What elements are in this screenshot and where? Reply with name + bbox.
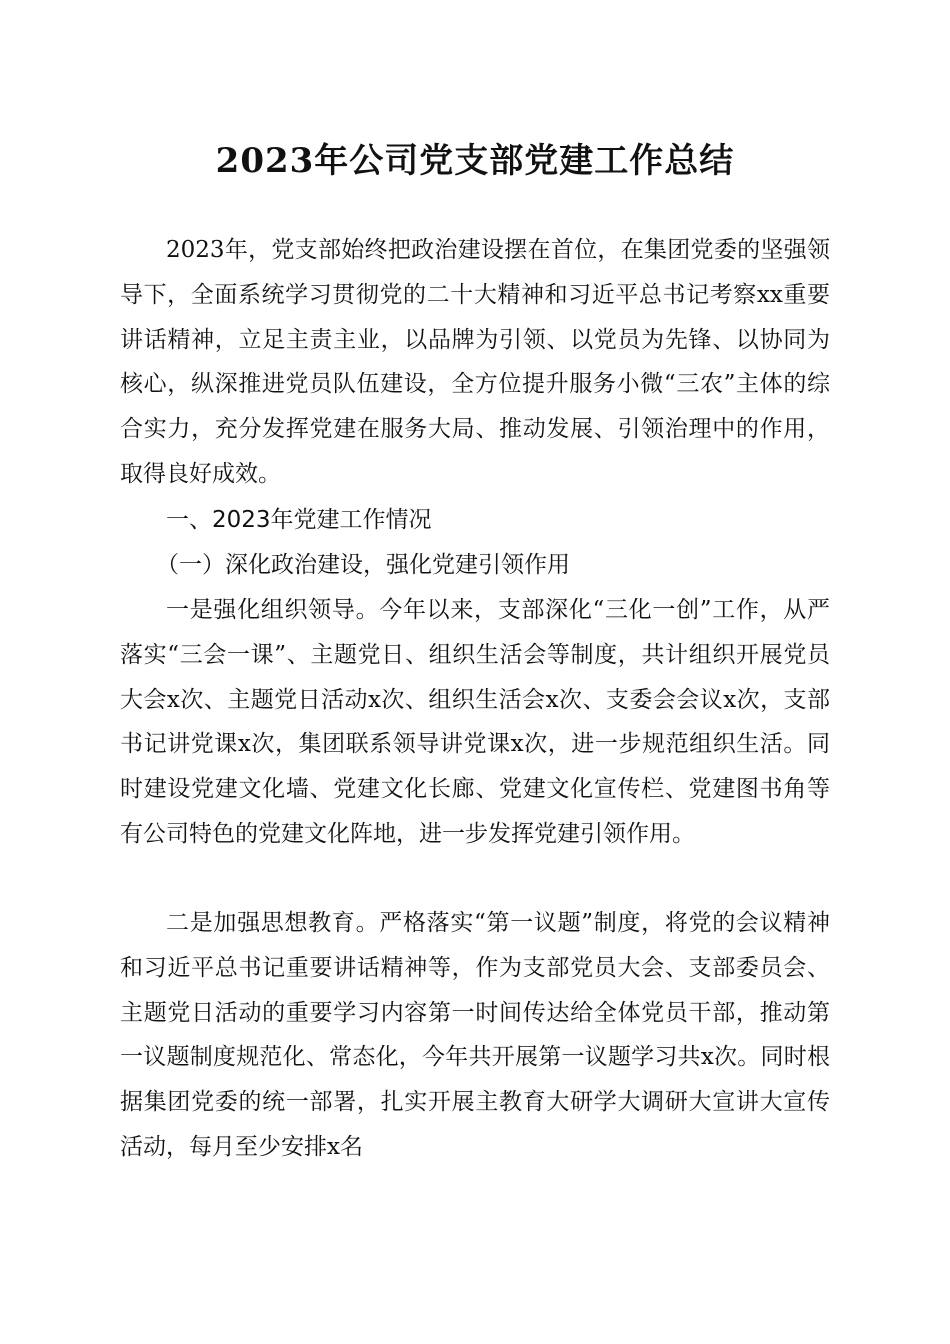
paragraph-body: 今年以来，支部深化“三化一创”工作，从严落实“三会一课”、主题党日、组织生活会等制度，共计组织开展党员大会x次、主题党日活动x次、组织生活会x次、支委会会议x次，支部书记讲党课x次，集团联系领导讲党课x次，进一步规范组织生活。同时建设党建文化墙、党建文化长廊、党建文化宣传栏、党建图书角等有公司特色的党建文化阵地，进一步发挥党建引领作用。: [120, 597, 830, 847]
paragraph-lead: 二是加强思想教育。: [166, 910, 380, 936]
paragraph-education: [120, 901, 830, 1170]
intro-paragraph: 2023年，党支部始终把政治建设摆在首位，在集团党委的坚强领导下，全面系统学习贯彻党的二十大精神和习近平总书记考察xx重要讲话精神，立足主责主业，以品牌为引领、以党员为先锋、以协同为核心，纵深推进党员队伍建设，全方位提升服务小微“三农”主体的综合实力，充分发挥党建在服务大局、推动发展、引领治理中的作用，取得良好成效。: [120, 237, 830, 487]
paragraph-lead: 一是强化组织领导。: [166, 597, 380, 623]
paragraph-body: 严格落实“第一议题”制度，将党的会议精神和习近平总书记重要讲话精神等，作为支部党员大会、支部委员会、主题党日活动的重要学习内容第一时间传达给全体党员干部，推动第一议题制度规范化、常态化，今年共开展第一议题学习共x次。同时根据集团党委的统一部署，扎实开展主教育大研学大调研大宣讲大宣传活动，每月至少安排x名: [120, 910, 830, 1160]
paragraph-organization: [120, 588, 830, 857]
document-title: 2023年公司党支部党建工作总结: [215, 141, 735, 181]
subsection-heading: （一）深化政治建设，强化党建引领作用: [156, 552, 570, 578]
section-heading: 一、2023年党建工作情况: [166, 507, 432, 533]
